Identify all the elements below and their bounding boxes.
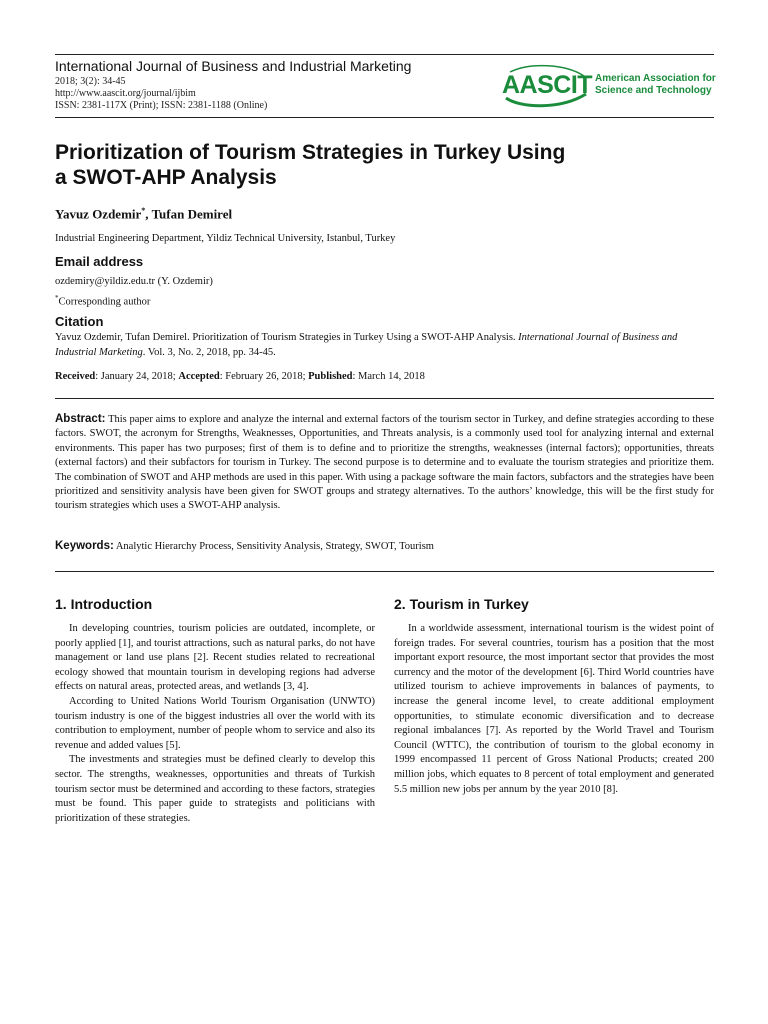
journal-url[interactable]: http://www.aascit.org/journal/ijbim	[55, 88, 196, 99]
column-right	[394, 596, 714, 797]
received-date: : January 24, 2018;	[95, 371, 179, 382]
abstract-text: This paper aims to explore and analyze the internal and external factors of the tourism sector in Turkey, and define strategies according to these factors. SWOT, the acronym for Strengths, Weaknesses, Opportunities, and Threats analysis, is a commonly used tool for analyzing internal and external environments. This paper has two purposes; first of them is to define and to prioritize the strengths, weaknesses (internal factors); opportunities, threats (external factors) and their subfactors for tourism in Turkey. The second purpose is to determine and to evaluate the tourism strategies and prioritize them. The combination of SWOT and AHP methods are used in this paper. With using a package software the main factors, subfactors and the strategies have been prioritized and sensitivity analysis have been given for SWOT groups and strategy alternatives. To the authors’ knowledge, this will be the first study for tourism strategies which uses a SWOT-AHP analysis.	[55, 414, 714, 512]
keywords	[55, 540, 434, 552]
citation-heading: Citation	[55, 314, 104, 329]
publication-dates	[55, 371, 425, 382]
publisher-name	[595, 73, 725, 97]
paper-title-line-1: Prioritization of Tourism Strategies in Turkey Using	[55, 141, 566, 164]
journal-name: International Journal of Business and Industrial Marketing	[55, 58, 412, 74]
issn-info: ISSN: 2381-117X (Print); ISSN: 2381-1188 (Online)	[55, 100, 268, 111]
citation-tail: . Vol. 3, No. 2, 2018, pp. 34-45.	[142, 346, 276, 358]
paper-title-line-2: a SWOT-AHP Analysis	[55, 166, 277, 189]
abstract-top-rule	[55, 398, 714, 399]
corresponding-note-mark: *	[55, 294, 59, 302]
accepted-date: : February 26, 2018;	[219, 371, 309, 382]
intro-paragraph-3: The investments and strategies must be defined clearly to develop this sector. The strengths, weaknesses, opportunities and threats of Turkish tourism sector must be determined and according to these factors, strategies must be found. This paper guide to strategists and politicians with prioritization of these strategies.	[55, 754, 375, 824]
abstract-bottom-rule	[55, 571, 714, 572]
publisher-name-line-1: American Association for	[595, 73, 716, 84]
citation-journal: International Journal of Business and Industrial Marketing	[55, 332, 678, 358]
intro-paragraph-2: According to United Nations World Tourism Organisation (UNWTO) tourism industry is one of the biggest industries all over the world with its contribution to employment, number of people whom to service and also its revenue and added values [5].	[55, 695, 375, 751]
publisher-name-line-2: Science and Technology	[595, 85, 712, 96]
header-top-rule	[55, 54, 714, 55]
author-1: Yavuz Ozdemir	[55, 206, 142, 222]
author-2: Tufan Demirel	[151, 206, 233, 222]
email-heading: Email address	[55, 254, 144, 269]
accepted-label: Accepted	[178, 371, 220, 382]
logo-wordmark: AASCIT	[502, 71, 593, 99]
paper-title	[55, 140, 725, 190]
keywords-label: Keywords:	[55, 540, 114, 552]
affiliation: Industrial Engineering Department, Yildiz Technical University, Istanbul, Turkey	[55, 233, 396, 244]
author-separator: ,	[145, 206, 152, 222]
citation-main: Yavuz Ozdemir, Tufan Demirel. Prioritization of Tourism Strategies in Turkey Using a SWOT-AHP Analysis.	[55, 332, 519, 343]
citation-text	[55, 331, 715, 360]
published-label: Published	[308, 371, 353, 382]
intro-paragraph-1: In developing countries, tourism policies are outdated, incomplete, or poorly applied [1], and tourist attractions, such as natural parks, do not have management or land use plans [2]. Recent studies related to recreational ecology showed that mountain tourism in developing regions had adverse effects on natural areas, protected areas, and wetlands [3, 4].	[55, 623, 375, 693]
email-address[interactable]: ozdemiry@yildiz.edu.tr (Y. Ozdemir)	[55, 276, 213, 287]
received-label: Received	[55, 371, 96, 382]
abstract-label: Abstract:	[55, 413, 106, 425]
section-heading-introduction: 1. Introduction	[55, 596, 153, 612]
section-heading-tourism-in-turkey: 2. Tourism in Turkey	[394, 596, 529, 612]
corresponding-note-text: Corresponding author	[58, 296, 151, 308]
abstract	[55, 412, 714, 514]
corresponding-note	[55, 291, 150, 310]
corresponding-mark: *	[141, 206, 146, 215]
author-list	[55, 206, 232, 222]
column-left	[55, 596, 375, 826]
publisher-logo	[500, 64, 720, 110]
header-bottom-rule	[55, 117, 714, 118]
volume-info: 2018; 3(2): 34-45	[55, 76, 126, 87]
tourism-paragraph-1: In a worldwide assessment, international tourism is the widest point of foreign trades. For several countries, tourism has a position that the most important export resource, the most important sector that provides the most currency and the motor of the development [6]. Third World countries have utilized tourism to achieve improvements in balances of payments, to increase the general income level, to create additional employment opportunities, to stimulate economic diversification and to decrease regional imbalances [7]. As reported by the World Travel and Tourism Council (WTTC), the contribution of tourism to the global economy in 1999 encompassed 11 percent of Gross National Products; created 200 million jobs, which equates to 8 percent of total employment and generated 5.5 million new jobs per annum by the year 2010 [8].	[394, 623, 714, 795]
published-date: : March 14, 2018	[352, 371, 425, 382]
keywords-text: Analytic Hierarchy Process, Sensitivity Analysis, Strategy, SWOT, Tourism	[113, 541, 434, 552]
